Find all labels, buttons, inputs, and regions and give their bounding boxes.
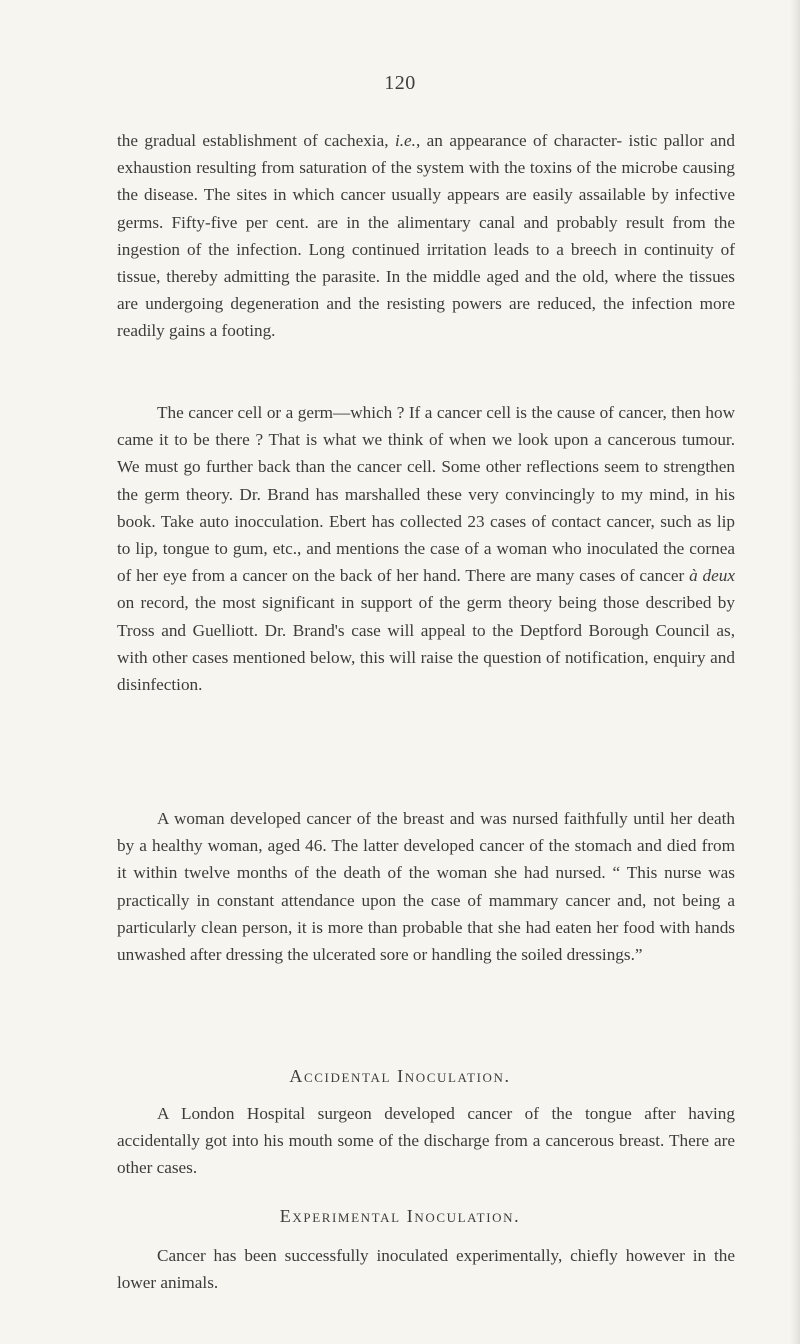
body-text-top — [117, 127, 735, 345]
page-number: 120 — [384, 72, 416, 94]
body-text-accidental — [117, 1100, 735, 1182]
page-edge-shadow — [790, 0, 800, 1344]
body-text-nurse — [117, 805, 735, 968]
heading-experimental-inoculation: Experimental Inoculation. — [279, 1206, 521, 1226]
paragraph-experimental: Cancer has been successfully inoculated experimentally, chiefly however in the lower animals. — [117, 1246, 735, 1293]
paragraph-nurse-case: A woman developed cancer of the breast and was nursed faithfully until her death by a healthy woman, aged 46. The latter developed cancer of the stomach and died from it within twelve months of the death of the woman she had nursed. “ This nurse was practically in constant attendance upon the case of mammary cancer and, not being a particularly clean person, it is more than probable that she had eaten her food with hands unwashed after dressing the ulcerated sore or handling the soiled dressings.” — [117, 809, 735, 965]
body-text-experimental — [117, 1242, 735, 1296]
paragraph-cachexia: the gradual establishment of cachexia, i.e., an appearance of character- istic pallor and exhaustion resulting from saturation of the system with the toxins of the microbe causing the disease. The sites in which cancer usually appears are easily assailable by infective germs. Fifty-five per cent. are in the alimentary canal and probably result from the ingestion of the infection. Long continued irritation leads to a breech in continuity of tissue, thereby admitting the parasite. In the middle aged and the old, where the tissues are undergoing degeneration and the resisting powers are reduced, the infection more readily gains a footing. — [117, 131, 735, 341]
body-text-germ — [117, 399, 735, 698]
heading-accidental-inoculation: Accidental Inoculation. — [289, 1066, 511, 1086]
paragraph-surgeon-case: A London Hospital surgeon developed cancer of the tongue after having accidentally got into his mouth some of the discharge from a cancerous breast. There are other cases. — [117, 1104, 735, 1178]
paragraph-cancer-cell-or-germ: The cancer cell or a germ—which ? If a cancer cell is the cause of cancer, then how came it to be there ? That is what we think of when we look upon a cancerous tumour. We must go further back than the cancer cell. Some other reflections seem to strengthen the germ theory. Dr. Brand has marshalled these very convincingly to my mind, in his book. Take auto inocculation. Ebert has collected 23 cases of contact cancer, such as lip to lip, tongue to gum, etc., and mentions the case of a woman who inoculated the cornea of her eye from a cancer on the back of her hand. There are many cases of cancer à deux on record, the most significant in support of the germ theory being those described by Tross and Guelliott. Dr. Brand's case will appeal to the Deptford Borough Council as, with other cases mentioned below, this will raise the question of notification, enquiry and disinfection. — [117, 403, 735, 695]
